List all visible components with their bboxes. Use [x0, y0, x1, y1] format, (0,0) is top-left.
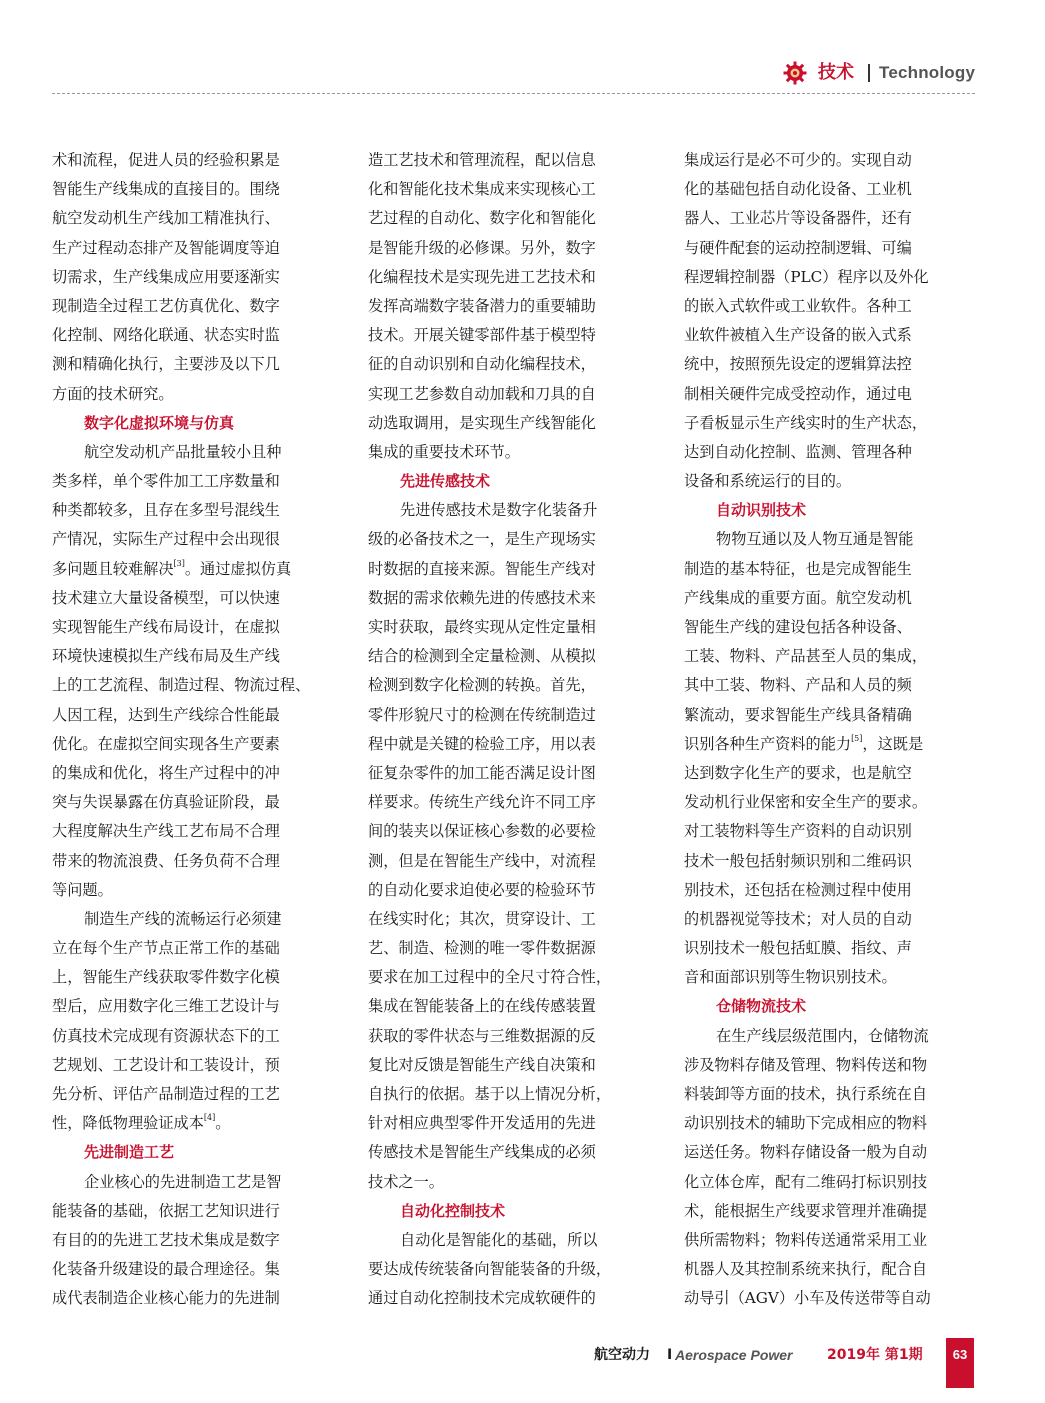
line-text: 化控制、网络化联通、状态实时监: [52, 326, 280, 345]
paragraph-line: [52, 467, 344, 496]
line-text: 时数据的直接来源。智能生产线对: [368, 559, 596, 578]
line-text: 术，能根据生产线要求管理并准确提: [684, 1201, 927, 1220]
paragraph-line: [52, 1168, 344, 1197]
line-text: 检测到数字化检测的转换。首先，: [368, 676, 596, 695]
line-text: 动识别技术的辅助下完成相应的物料: [684, 1114, 927, 1133]
paragraph-line: [368, 1022, 660, 1051]
paragraph-line: [368, 263, 660, 292]
line-text: 子看板显示生产线实时的生产状态，: [684, 413, 927, 432]
text-column-2: [368, 146, 660, 1314]
line-text: 数据的需求依赖先进的传感技术来: [368, 588, 596, 607]
line-text: 机器人及其控制系统来执行，配合自: [684, 1260, 927, 1279]
paragraph-line: [52, 584, 344, 613]
line-text: 繁流动，要求智能生产线具备精确: [684, 705, 912, 724]
journal-name-en: Aerospace Power: [675, 1347, 793, 1363]
line-text: 自动识别技术: [716, 501, 807, 520]
line-text: 艺、制造、检测的唯一零件数据源: [368, 939, 596, 958]
paragraph-line: [684, 234, 976, 263]
line-text: 料装卸等方面的技术，执行系统在自: [684, 1085, 927, 1103]
paragraph-line: [684, 1284, 976, 1313]
line-text: 与硬件配套的运动控制逻辑、可编: [684, 238, 912, 257]
section-heading: [684, 992, 976, 1021]
line-text: 的自动化要求迫使必要的检验环节: [368, 880, 596, 899]
citation-ref: [5]: [851, 733, 863, 743]
paragraph-line: [684, 525, 976, 554]
line-text: 技术一般包括射频识别和二维码识: [684, 851, 912, 870]
line-text: 程逻辑控制器（PLC）程序以及外化: [684, 267, 929, 286]
paragraph-line: [368, 759, 660, 788]
line-text: 能装备的基础，依据工艺知识进行: [52, 1201, 280, 1220]
paragraph-line: [52, 992, 344, 1021]
paragraph-line: [684, 409, 976, 438]
paragraph-line: [52, 321, 344, 350]
paragraph-line: [684, 292, 976, 321]
line-text: 实时获取，最终实现从定性定量相: [368, 618, 596, 636]
line-text: 动选取调用，是实现生产线智能化: [368, 413, 596, 432]
line-text: 结合的检测到全定量检测、从模拟: [368, 647, 596, 666]
line-text: 征复杂零件的加工能否满足设计图: [368, 763, 596, 782]
paragraph-line: [368, 1109, 660, 1138]
line-text: 对工装物料等生产资料的自动识别: [684, 822, 912, 841]
paragraph-line: [684, 701, 976, 730]
line-text: 的机器视觉等技术；对人员的自动: [684, 909, 912, 928]
paragraph-line: [368, 876, 660, 905]
paragraph-line: [368, 496, 660, 525]
paragraph-line: [368, 584, 660, 613]
line-text: 化编程技术是实现先进工艺技术和: [368, 267, 596, 286]
line-text: 制相关硬件完成受控动作，通过电: [684, 384, 912, 403]
line-text: 种类都较多，且存在多型号混线生: [52, 501, 280, 520]
line-text: 自执行的依据。基于以上情况分析，: [368, 1085, 611, 1103]
line-text: 艺过程的自动化、数字化和智能化: [368, 209, 596, 228]
line-text: 测，但是在智能生产线中，对流程: [368, 851, 596, 870]
line-text: 通过自动化控制技术完成软硬件的: [368, 1289, 596, 1308]
line-text: 针对相应典型零件开发适用的先进: [368, 1114, 596, 1133]
line-text: 企业核心的先进制造工艺是智: [84, 1172, 282, 1191]
paragraph-line: [684, 1022, 976, 1051]
line-text: 工装、物料、产品甚至人员的集成，: [684, 647, 927, 666]
line-text: 集成在智能装备上的在线传感装置: [368, 997, 596, 1016]
line-text: 技术建立大量设备模型，可以快速: [52, 588, 280, 607]
paragraph-line: [684, 876, 976, 905]
paragraph-line: [52, 613, 344, 642]
paragraph-line: [368, 613, 660, 642]
line-text-cont: 。: [215, 1114, 231, 1133]
paragraph-line: [52, 1226, 344, 1255]
paragraph-line: [52, 934, 344, 963]
line-text: 程中就是关键的检验工序，用以表: [368, 734, 596, 753]
section-category-en: Technology: [879, 63, 976, 82]
paragraph-line: [684, 1168, 976, 1197]
section-heading: [684, 496, 976, 525]
paragraph-line: [52, 234, 344, 263]
paragraph-line: [368, 1226, 660, 1255]
paragraph-line: [684, 321, 976, 350]
paragraph-line: [368, 671, 660, 700]
line-text: 人因工程，达到生产线综合性能最: [52, 705, 280, 724]
line-text: 动导引（AGV）小车及传送带等自动: [684, 1289, 931, 1308]
paragraph-line: [368, 963, 660, 992]
line-text: 性，降低物理验证成本: [52, 1114, 204, 1133]
paragraph-line: [684, 263, 976, 292]
gear-logo-icon: [783, 61, 807, 85]
line-text-cont: ，这既是: [862, 734, 924, 753]
paragraph-line: [684, 905, 976, 934]
line-text: 化的基础包括自动化设备、工业机: [684, 180, 912, 199]
header-divider: [52, 93, 975, 94]
paragraph-line: [368, 992, 660, 1021]
line-text: 先进传感技术: [400, 472, 491, 491]
paragraph-line: [52, 788, 344, 817]
line-text: 先进传感技术是数字化装备升: [400, 501, 598, 520]
line-text: 术和流程，促进人员的经验积累是: [52, 151, 280, 169]
paragraph-line: [684, 642, 976, 671]
line-text: 供所需物料；物料传送通常采用工业: [684, 1230, 927, 1249]
paragraph-line: [684, 1138, 976, 1167]
line-text: 生产过程动态排产及智能调度等迫: [52, 238, 280, 257]
paragraph-line: [52, 876, 344, 905]
line-text: 航空发动机产品批量较小且种: [84, 442, 282, 461]
paragraph-line: [368, 175, 660, 204]
paragraph-line: [52, 905, 344, 934]
line-text: 多问题且较难解决: [52, 559, 174, 578]
paragraph-line: [52, 759, 344, 788]
citation-ref: [3]: [173, 558, 185, 568]
paragraph-line: [368, 1138, 660, 1167]
paragraph-line: [368, 642, 660, 671]
paragraph-line: [368, 525, 660, 554]
line-text: 要达成传统装备向智能装备的升级，: [368, 1260, 611, 1279]
paragraph-line: [368, 788, 660, 817]
paragraph-line: [368, 1080, 660, 1109]
line-text: 立在每个生产节点正常工作的基础: [52, 939, 280, 958]
paragraph-line: [684, 146, 976, 175]
paragraph-line: [368, 350, 660, 379]
line-text: 间的装夹以保证核心参数的必要检: [368, 822, 596, 841]
line-text: 上，智能生产线获取零件数字化模: [52, 968, 280, 987]
line-text: 等问题。: [52, 880, 113, 899]
paragraph-line: [684, 847, 976, 876]
line-text: 制造生产线的流畅运行必须建: [84, 909, 282, 928]
paragraph-line: [368, 146, 660, 175]
paragraph-line: [684, 1080, 976, 1109]
paragraph-line: [684, 934, 976, 963]
paragraph-line: [684, 175, 976, 204]
paragraph-line: [52, 701, 344, 730]
paragraph-line: [52, 175, 344, 204]
paragraph-line: [52, 1080, 344, 1109]
paragraph-line: [52, 263, 344, 292]
text-column-1: [52, 146, 344, 1314]
paragraph-line: [368, 1284, 660, 1313]
issue-label: 2019年 第1期: [827, 1347, 923, 1363]
paragraph-line: [52, 730, 344, 759]
paragraph-line: [684, 788, 976, 817]
line-text: 识别各种生产资料的能力: [684, 734, 852, 753]
line-text: 复比对反馈是智能生产线自决策和: [368, 1055, 596, 1074]
paragraph-line: [684, 730, 976, 759]
line-text: 自动化控制技术: [400, 1201, 506, 1220]
paragraph-line: [52, 438, 344, 467]
line-text: 达到自动化控制、监测、管理各种: [684, 442, 912, 461]
paragraph-line: [52, 380, 344, 409]
paragraph-line: [368, 292, 660, 321]
line-text: 集成运行是必不可少的。实现自动: [684, 151, 912, 169]
line-text: 别技术，还包括在检测过程中使用: [684, 880, 912, 899]
paragraph-line: [52, 1284, 344, 1313]
line-text: 测和精确化执行，主要涉及以下几: [52, 355, 280, 374]
paragraph-line: [52, 671, 344, 700]
paragraph-line: [684, 380, 976, 409]
paragraph-line: [368, 905, 660, 934]
line-text: 突与失误暴露在仿真验证阶段，最: [52, 793, 280, 812]
line-text: 仿真技术完成现有资源状态下的工: [52, 1026, 280, 1045]
paragraph-line: [684, 963, 976, 992]
paragraph-line: [52, 555, 344, 584]
line-text: 涉及物料存储及管理、物料传送和物: [684, 1055, 927, 1074]
line-text: 获取的零件状态与三维数据源的反: [368, 1026, 596, 1045]
line-text: 运送任务。物料存储设备一般为自动: [684, 1143, 927, 1162]
paragraph-line: [684, 1226, 976, 1255]
line-text: 在线实时化；其次，贯穿设计、工: [368, 909, 596, 928]
line-text: 产情况，实际生产过程中会出现很: [52, 530, 280, 549]
section-heading: [52, 1138, 344, 1167]
line-text: 艺规划、工艺设计和工装设计，预: [52, 1055, 280, 1074]
line-text: 零件形貌尺寸的检测在传统制造过: [368, 705, 596, 724]
page-number: 63: [946, 1338, 974, 1388]
paragraph-line: [368, 1168, 660, 1197]
paragraph-line: [684, 438, 976, 467]
paragraph-line: [52, 963, 344, 992]
section-heading: [52, 409, 344, 438]
paragraph-line: [684, 1109, 976, 1138]
line-text: 化立体仓库，配有二维码打标识别技: [684, 1172, 927, 1191]
line-text: 传感技术是智能生产线集成的必须: [368, 1143, 596, 1162]
paragraph-line: [684, 759, 976, 788]
line-text: 达到数字化生产的要求，也是航空: [684, 763, 912, 782]
line-text: 大程度解决生产线工艺布局不合理: [52, 822, 280, 841]
paragraph-line: [368, 234, 660, 263]
line-text: 仓储物流技术: [716, 997, 807, 1016]
line-text: 现制造全过程工艺仿真优化、数字: [52, 296, 280, 315]
line-text: 器人、工业芯片等设备器件，还有: [684, 209, 912, 228]
paragraph-line: [684, 467, 976, 496]
line-text: 上的工艺流程、制造过程、物流过程、: [52, 676, 311, 695]
paragraph-line: [368, 817, 660, 846]
line-text: 集成的重要技术环节。: [368, 442, 520, 461]
line-text: 征的自动识别和自动化编程技术，: [368, 355, 596, 374]
paragraph-line: [684, 1051, 976, 1080]
paragraph-line: [684, 555, 976, 584]
line-text: 识别技术一般包括虹膜、指纹、声: [684, 939, 912, 958]
line-text: 级的必备技术之一，是生产现场实: [368, 530, 596, 549]
line-text: 是智能升级的必修课。另外，数字: [368, 238, 596, 257]
line-text: 样要求。传统生产线允许不同工序: [368, 793, 596, 812]
line-text: 成代表制造企业核心能力的先进制: [52, 1289, 280, 1308]
line-text: 设备和系统运行的目的。: [684, 472, 852, 491]
line-text: 统中，按照预先设定的逻辑算法控: [684, 355, 912, 374]
line-text: 方面的技术研究。: [52, 384, 174, 403]
line-text: 化装备升级建设的最合理途径。集: [52, 1260, 280, 1279]
line-text: 智能生产线的建设包括各种设备、: [684, 618, 912, 636]
paragraph-line: [52, 350, 344, 379]
line-text: 技术之一。: [368, 1172, 444, 1191]
line-text: 的嵌入式软件或工业软件。各种工: [684, 296, 912, 315]
line-text: 优化。在虚拟空间实现各生产要素: [52, 734, 280, 753]
paragraph-line: [684, 584, 976, 613]
line-text: 带来的物流浪费、任务负荷不合理: [52, 851, 280, 870]
line-text: 在生产线层级范围内，仓储物流: [716, 1026, 929, 1045]
paragraph-line: [52, 1255, 344, 1284]
line-text: 造工艺技术和管理流程，配以信息: [368, 151, 596, 169]
section-category: 技术: [818, 62, 854, 83]
paragraph-line: [52, 1197, 344, 1226]
paragraph-line: [368, 701, 660, 730]
paragraph-line: [368, 409, 660, 438]
line-text: 航空发动机生产线加工精准执行、: [52, 209, 280, 228]
paragraph-line: [368, 847, 660, 876]
line-text-cont: 。通过虚拟仿真: [184, 559, 292, 578]
paragraph-line: [684, 204, 976, 233]
paragraph-line: [368, 555, 660, 584]
paragraph-line: [52, 1051, 344, 1080]
line-text: 其中工装、物料、产品和人员的频: [684, 676, 912, 695]
journal-name-separator: I: [667, 1347, 673, 1363]
line-text: 音和面部识别等生物识别技术。: [684, 968, 897, 987]
paragraph-line: [684, 613, 976, 642]
line-text: 发挥高端数字装备潜力的重要辅助: [368, 296, 596, 315]
line-text: 先进制造工艺: [84, 1143, 175, 1162]
paragraph-line: [52, 525, 344, 554]
line-text: 化和智能化技术集成来实现核心工: [368, 180, 596, 199]
paragraph-line: [368, 204, 660, 233]
line-text: 的集成和优化，将生产过程中的冲: [52, 763, 280, 782]
paragraph-line: [52, 847, 344, 876]
line-text: 实现工艺参数自动加载和刀具的自: [368, 384, 596, 403]
line-text: 技术。开展关键零部件基于模型特: [368, 326, 596, 345]
journal-name-cn: 航空动力: [594, 1347, 650, 1363]
paragraph-line: [52, 642, 344, 671]
line-text: 发动机行业保密和安全生产的要求。: [684, 793, 927, 812]
paragraph-line: [368, 1255, 660, 1284]
line-text: 有目的的先进工艺技术集成是数字: [52, 1230, 280, 1249]
paragraph-line: [368, 1051, 660, 1080]
line-text: 业软件被植入生产设备的嵌入式系: [684, 326, 912, 345]
line-text: 型后，应用数字化三维工艺设计与: [52, 997, 280, 1016]
paragraph-line: [52, 817, 344, 846]
line-text: 先分析、评估产品制造过程的工艺: [52, 1085, 280, 1103]
line-text: 产线集成的重要方面。航空发动机: [684, 588, 912, 607]
paragraph-line: [368, 380, 660, 409]
citation-ref: [4]: [203, 1113, 216, 1123]
paragraph-line: [52, 146, 344, 175]
line-text: 物物互通以及人物互通是智能: [716, 530, 914, 549]
line-text: 要求在加工过程中的全尺寸符合性，: [368, 968, 611, 987]
paragraph-line: [684, 1255, 976, 1284]
text-column-3: [684, 146, 976, 1314]
paragraph-line: [368, 321, 660, 350]
line-text: 自动化是智能化的基础，所以: [400, 1230, 598, 1249]
line-text: 数字化虚拟环境与仿真: [84, 413, 235, 432]
paragraph-line: [368, 730, 660, 759]
line-text: 环境快速模拟生产线布局及生产线: [52, 647, 280, 666]
paragraph-line: [52, 1109, 344, 1138]
paragraph-line: [684, 817, 976, 846]
paragraph-line: [52, 496, 344, 525]
paragraph-line: [368, 438, 660, 467]
paragraph-line: [368, 934, 660, 963]
line-text: 实现智能生产线布局设计，在虚拟: [52, 618, 280, 636]
paragraph-line: [684, 1197, 976, 1226]
line-text: 智能生产线集成的直接目的。围绕: [52, 180, 280, 199]
line-text: 切需求，生产线集成应用要逐渐实: [52, 267, 280, 286]
header-separator: [868, 64, 870, 82]
paragraph-line: [684, 350, 976, 379]
paragraph-line: [52, 292, 344, 321]
line-text: 制造的基本特征，也是完成智能生: [684, 559, 912, 578]
line-text: 类多样，单个零件加工工序数量和: [52, 472, 280, 491]
paragraph-line: [52, 1022, 344, 1051]
section-heading: [368, 1197, 660, 1226]
paragraph-line: [52, 204, 344, 233]
paragraph-line: [684, 671, 976, 700]
section-heading: [368, 467, 660, 496]
